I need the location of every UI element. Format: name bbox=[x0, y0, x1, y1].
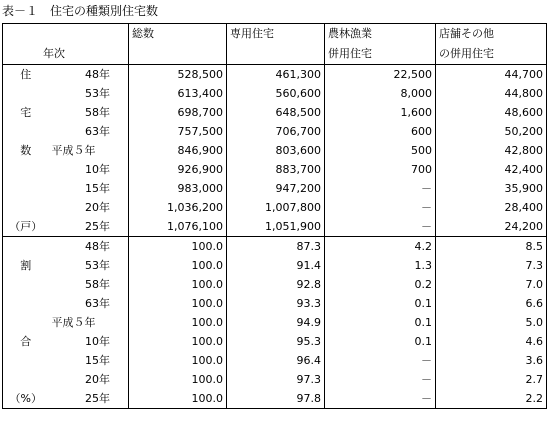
value-cell-total: 100.0 bbox=[129, 332, 227, 351]
value-cell-total: 698,700 bbox=[129, 103, 227, 122]
value-cell-exclusive: 96.4 bbox=[227, 351, 325, 370]
header-shop-line1: 店舗その他 bbox=[436, 24, 547, 45]
header-year: 年次 bbox=[3, 44, 129, 65]
year-cell: 平成５年 bbox=[51, 316, 96, 329]
header-total-blank bbox=[129, 44, 227, 65]
value-cell-agri: 500 bbox=[325, 141, 436, 160]
table-row bbox=[3, 141, 547, 160]
section-label: 宅 bbox=[3, 103, 49, 122]
table-row bbox=[3, 65, 547, 85]
value-cell-agri: 1.3 bbox=[325, 256, 436, 275]
value-cell-total: 100.0 bbox=[129, 294, 227, 313]
value-cell-agri: － bbox=[325, 217, 436, 237]
value-cell-shop: 50,200 bbox=[436, 122, 547, 141]
value-cell-shop: 2.2 bbox=[436, 389, 547, 409]
section-label: （%） bbox=[3, 389, 49, 409]
year-cell: 10年 bbox=[85, 163, 110, 176]
year-cell: 25年 bbox=[49, 217, 129, 237]
value-cell-total: 100.0 bbox=[129, 275, 227, 294]
table-row bbox=[3, 256, 547, 275]
value-cell-agri: 600 bbox=[325, 122, 436, 141]
value-cell-exclusive: 93.3 bbox=[227, 294, 325, 313]
header-corner-top bbox=[3, 24, 129, 45]
section-label bbox=[3, 370, 49, 389]
header-exclusive: 専用住宅 bbox=[227, 24, 325, 45]
housing-table bbox=[2, 23, 547, 409]
value-cell-shop: 28,400 bbox=[436, 198, 547, 217]
value-cell-shop: 7.3 bbox=[436, 256, 547, 275]
value-cell-exclusive: 461,300 bbox=[227, 65, 325, 85]
value-cell-agri: 0.2 bbox=[325, 275, 436, 294]
section-label bbox=[3, 179, 49, 198]
value-cell-shop: 44,700 bbox=[436, 65, 547, 85]
year-cell: 48年 bbox=[85, 240, 110, 253]
value-cell-agri: － bbox=[325, 179, 436, 198]
section-label bbox=[3, 198, 49, 217]
header-row-1 bbox=[3, 24, 547, 45]
value-cell-total: 100.0 bbox=[129, 389, 227, 409]
table-row bbox=[3, 84, 547, 103]
header-exclusive-blank bbox=[227, 44, 325, 65]
value-cell-exclusive: 97.8 bbox=[227, 389, 325, 409]
table-row bbox=[3, 313, 547, 332]
value-cell-total: 100.0 bbox=[129, 351, 227, 370]
value-cell-total: 100.0 bbox=[129, 237, 227, 257]
section-label bbox=[3, 294, 49, 313]
section-label: 割 bbox=[3, 256, 49, 275]
table-row bbox=[3, 294, 547, 313]
value-cell-exclusive: 87.3 bbox=[227, 237, 325, 257]
value-cell-shop: 8.5 bbox=[436, 237, 547, 257]
year-cell: 58年 bbox=[85, 106, 110, 119]
value-cell-agri: － bbox=[325, 370, 436, 389]
value-cell-agri: 0.1 bbox=[325, 313, 436, 332]
value-cell-total: 983,000 bbox=[129, 179, 227, 198]
value-cell-total: 613,400 bbox=[129, 84, 227, 103]
section-label bbox=[3, 160, 49, 179]
value-cell-total: 1,076,100 bbox=[129, 217, 227, 237]
value-cell-agri: 4.2 bbox=[325, 237, 436, 257]
table-row bbox=[3, 160, 547, 179]
year-cell: 20年 bbox=[85, 373, 110, 386]
table-row bbox=[3, 179, 547, 198]
section-label bbox=[3, 122, 49, 141]
value-cell-shop: 42,400 bbox=[436, 160, 547, 179]
table-row bbox=[3, 332, 547, 351]
section-label bbox=[3, 351, 49, 370]
section-label: 住 bbox=[3, 65, 49, 85]
value-cell-agri: 0.1 bbox=[325, 332, 436, 351]
section-label bbox=[3, 313, 49, 332]
value-cell-agri: － bbox=[325, 198, 436, 217]
section-label bbox=[3, 84, 49, 103]
value-cell-total: 926,900 bbox=[129, 160, 227, 179]
value-cell-exclusive: 947,200 bbox=[227, 179, 325, 198]
header-agri-line2: 併用住宅 bbox=[325, 44, 436, 65]
value-cell-exclusive: 706,700 bbox=[227, 122, 325, 141]
year-cell: 10年 bbox=[85, 335, 110, 348]
table-row bbox=[3, 217, 547, 237]
header-agri-line1: 農林漁業 bbox=[325, 24, 436, 45]
year-cell: 25年 bbox=[49, 389, 129, 409]
value-cell-shop: 5.0 bbox=[436, 313, 547, 332]
value-cell-agri: － bbox=[325, 389, 436, 409]
value-cell-exclusive: 1,007,800 bbox=[227, 198, 325, 217]
value-cell-exclusive: 95.3 bbox=[227, 332, 325, 351]
year-cell: 20年 bbox=[85, 201, 110, 214]
table-row bbox=[3, 198, 547, 217]
year-cell: 63年 bbox=[85, 297, 110, 310]
value-cell-exclusive: 883,700 bbox=[227, 160, 325, 179]
value-cell-exclusive: 91.4 bbox=[227, 256, 325, 275]
table-row bbox=[3, 237, 547, 257]
value-cell-exclusive: 97.3 bbox=[227, 370, 325, 389]
value-cell-exclusive: 94.9 bbox=[227, 313, 325, 332]
table-row bbox=[3, 103, 547, 122]
value-cell-exclusive: 560,600 bbox=[227, 84, 325, 103]
table-row bbox=[3, 122, 547, 141]
year-cell: 48年 bbox=[85, 68, 110, 81]
section-label: 合 bbox=[3, 332, 49, 351]
section-label bbox=[3, 237, 49, 257]
value-cell-total: 1,036,200 bbox=[129, 198, 227, 217]
table-row bbox=[3, 370, 547, 389]
year-cell: 15年 bbox=[85, 354, 110, 367]
section-label bbox=[3, 275, 49, 294]
year-cell: 15年 bbox=[85, 182, 110, 195]
value-cell-total: 528,500 bbox=[129, 65, 227, 85]
value-cell-exclusive: 803,600 bbox=[227, 141, 325, 160]
value-cell-total: 757,500 bbox=[129, 122, 227, 141]
value-cell-exclusive: 648,500 bbox=[227, 103, 325, 122]
header-shop-line2: の併用住宅 bbox=[436, 44, 547, 65]
value-cell-total: 846,900 bbox=[129, 141, 227, 160]
value-cell-shop: 24,200 bbox=[436, 217, 547, 237]
value-cell-agri: 22,500 bbox=[325, 65, 436, 85]
value-cell-shop: 7.0 bbox=[436, 275, 547, 294]
value-cell-shop: 44,800 bbox=[436, 84, 547, 103]
value-cell-shop: 4.6 bbox=[436, 332, 547, 351]
value-cell-total: 100.0 bbox=[129, 256, 227, 275]
value-cell-exclusive: 1,051,900 bbox=[227, 217, 325, 237]
value-cell-shop: 3.6 bbox=[436, 351, 547, 370]
value-cell-agri: 700 bbox=[325, 160, 436, 179]
value-cell-shop: 48,600 bbox=[436, 103, 547, 122]
value-cell-shop: 6.6 bbox=[436, 294, 547, 313]
table-row bbox=[3, 351, 547, 370]
year-cell: 53年 bbox=[85, 87, 110, 100]
value-cell-shop: 42,800 bbox=[436, 141, 547, 160]
value-cell-total: 100.0 bbox=[129, 313, 227, 332]
header-total: 総数 bbox=[129, 24, 227, 45]
value-cell-agri: － bbox=[325, 351, 436, 370]
header-row-2 bbox=[3, 44, 547, 65]
value-cell-shop: 35,900 bbox=[436, 179, 547, 198]
value-cell-agri: 8,000 bbox=[325, 84, 436, 103]
value-cell-exclusive: 92.8 bbox=[227, 275, 325, 294]
table-row bbox=[3, 389, 547, 409]
year-cell: 平成５年 bbox=[51, 144, 96, 157]
year-cell: 58年 bbox=[85, 278, 110, 291]
value-cell-agri: 0.1 bbox=[325, 294, 436, 313]
value-cell-shop: 2.7 bbox=[436, 370, 547, 389]
year-cell: 53年 bbox=[85, 259, 110, 272]
section-label: 数 bbox=[3, 141, 49, 160]
value-cell-agri: 1,600 bbox=[325, 103, 436, 122]
section-label: （戸） bbox=[3, 217, 49, 237]
table-row bbox=[3, 275, 547, 294]
year-cell: 63年 bbox=[85, 125, 110, 138]
value-cell-total: 100.0 bbox=[129, 370, 227, 389]
table-title: 表－１ 住宅の種類別住宅数 bbox=[2, 4, 159, 18]
